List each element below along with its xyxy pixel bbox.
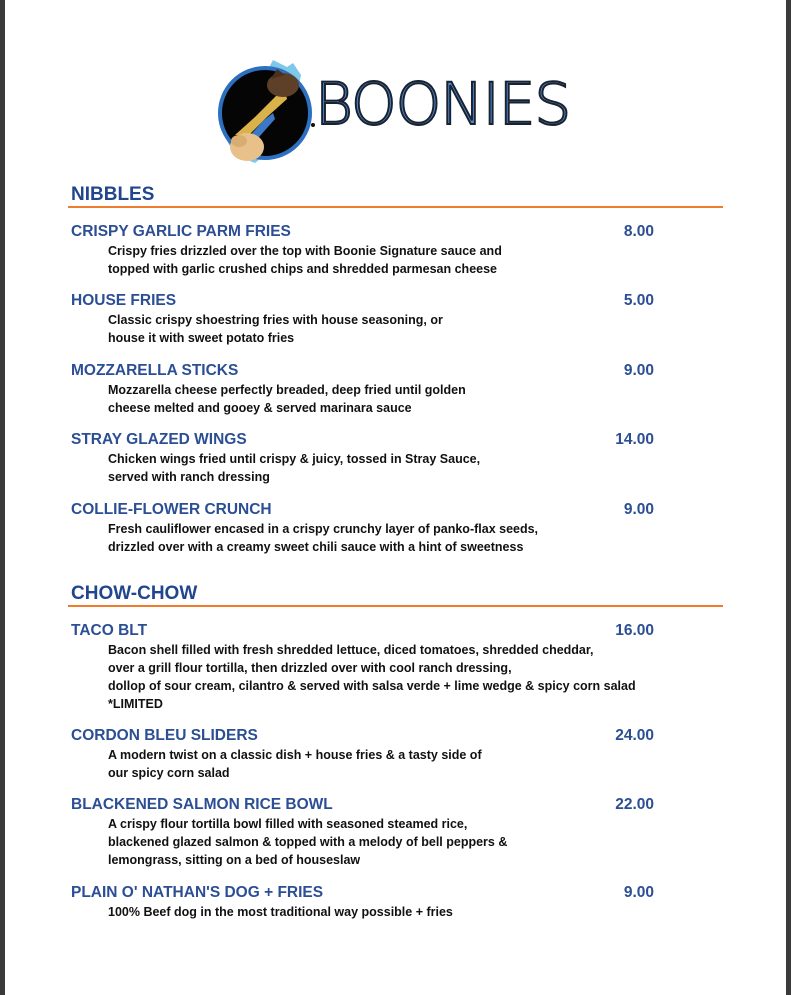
item-name: PLAIN O' NATHAN'S DOG + FRIES: [71, 884, 324, 901]
item-price: 9.00: [623, 362, 654, 379]
item-description: [108, 903, 453, 921]
description-line: Crispy fries drizzled over the top with Boonie Signature sauce and: [108, 244, 502, 258]
item-description: [108, 641, 636, 713]
limited-note: *LIMITED: [108, 697, 163, 711]
item-price: 22.00: [615, 796, 654, 813]
description-line: served with ranch dressing: [108, 470, 270, 484]
item-name: COLLIE-FLOWER CRUNCH: [71, 501, 272, 518]
section-divider: [68, 605, 723, 607]
description-line: drizzled over with a creamy sweet chili sauce with a hint of sweetness: [108, 540, 524, 554]
description-line: house it with sweet potato fries: [108, 331, 295, 345]
section-title-chow-chow: CHOW-CHOW: [71, 583, 198, 604]
item-price: 9.00: [623, 501, 654, 518]
item-description: [108, 242, 502, 278]
description-line: cheese melted and gooey & served marinara sauce: [108, 401, 412, 415]
logo-wordmark: BOONIES: [315, 70, 571, 138]
description-line: A crispy flour tortilla bowl filled with seasoned steamed rice,: [108, 817, 468, 831]
item-price: 24.00: [615, 727, 654, 744]
description-line: our spicy corn salad: [108, 766, 230, 780]
item-name: CORDON BLEU SLIDERS: [71, 727, 258, 744]
description-line: Bacon shell filled with fresh shredded lettuce, diced tomatoes, shredded cheddar,: [108, 643, 594, 657]
item-description: [108, 746, 482, 782]
section-divider: [68, 206, 723, 208]
description-line: lemongrass, sitting on a bed of houseslaw: [108, 853, 361, 867]
description-line: A modern twist on a classic dish + house fries & a tasty side of: [108, 748, 482, 762]
item-description: [108, 815, 507, 869]
boonies-logo: [215, 55, 571, 170]
item-description: [108, 381, 466, 417]
description-line: over a grill flour tortilla, then drizzled over with cool ranch dressing,: [108, 661, 512, 675]
description-line: blackened glazed salmon & topped with a melody of bell peppers &: [108, 835, 508, 849]
dog-map-emblem-icon: [215, 55, 320, 170]
description-line: Fresh cauliflower encased in a crispy crunchy layer of panko-flax seeds,: [108, 522, 539, 536]
description-line: topped with garlic crushed chips and shredded parmesan cheese: [108, 262, 497, 276]
item-description: [108, 450, 480, 486]
item-name: STRAY GLAZED WINGS: [71, 431, 247, 448]
item-name: HOUSE FRIES: [71, 292, 177, 309]
section-title-nibbles: NIBBLES: [71, 184, 155, 205]
item-price: 16.00: [615, 622, 654, 639]
item-name: TACO BLT: [71, 622, 148, 639]
item-description: [108, 311, 443, 347]
item-name: MOZZARELLA STICKS: [71, 362, 239, 379]
menu-page: [5, 0, 786, 995]
item-name: CRISPY GARLIC PARM FRIES: [71, 223, 291, 240]
item-description: [108, 520, 538, 556]
description-line: 100% Beef dog in the most traditional way possible + fries: [108, 905, 453, 919]
description-line: Mozzarella cheese perfectly breaded, deep fried until golden: [108, 383, 466, 397]
item-price: 8.00: [623, 223, 654, 240]
description-line: Classic crispy shoestring fries with house seasoning, or: [108, 313, 443, 327]
item-price: 5.00: [623, 292, 654, 309]
item-name: BLACKENED SALMON RICE BOWL: [71, 796, 333, 813]
description-line: Chicken wings fried until crispy & juicy, tossed in Stray Sauce,: [108, 452, 481, 466]
description-line: dollop of sour cream, cilantro & served with salsa verde + lime wedge & spicy corn salad: [108, 679, 636, 693]
item-price: 9.00: [623, 884, 654, 901]
item-price: 14.00: [615, 431, 654, 448]
